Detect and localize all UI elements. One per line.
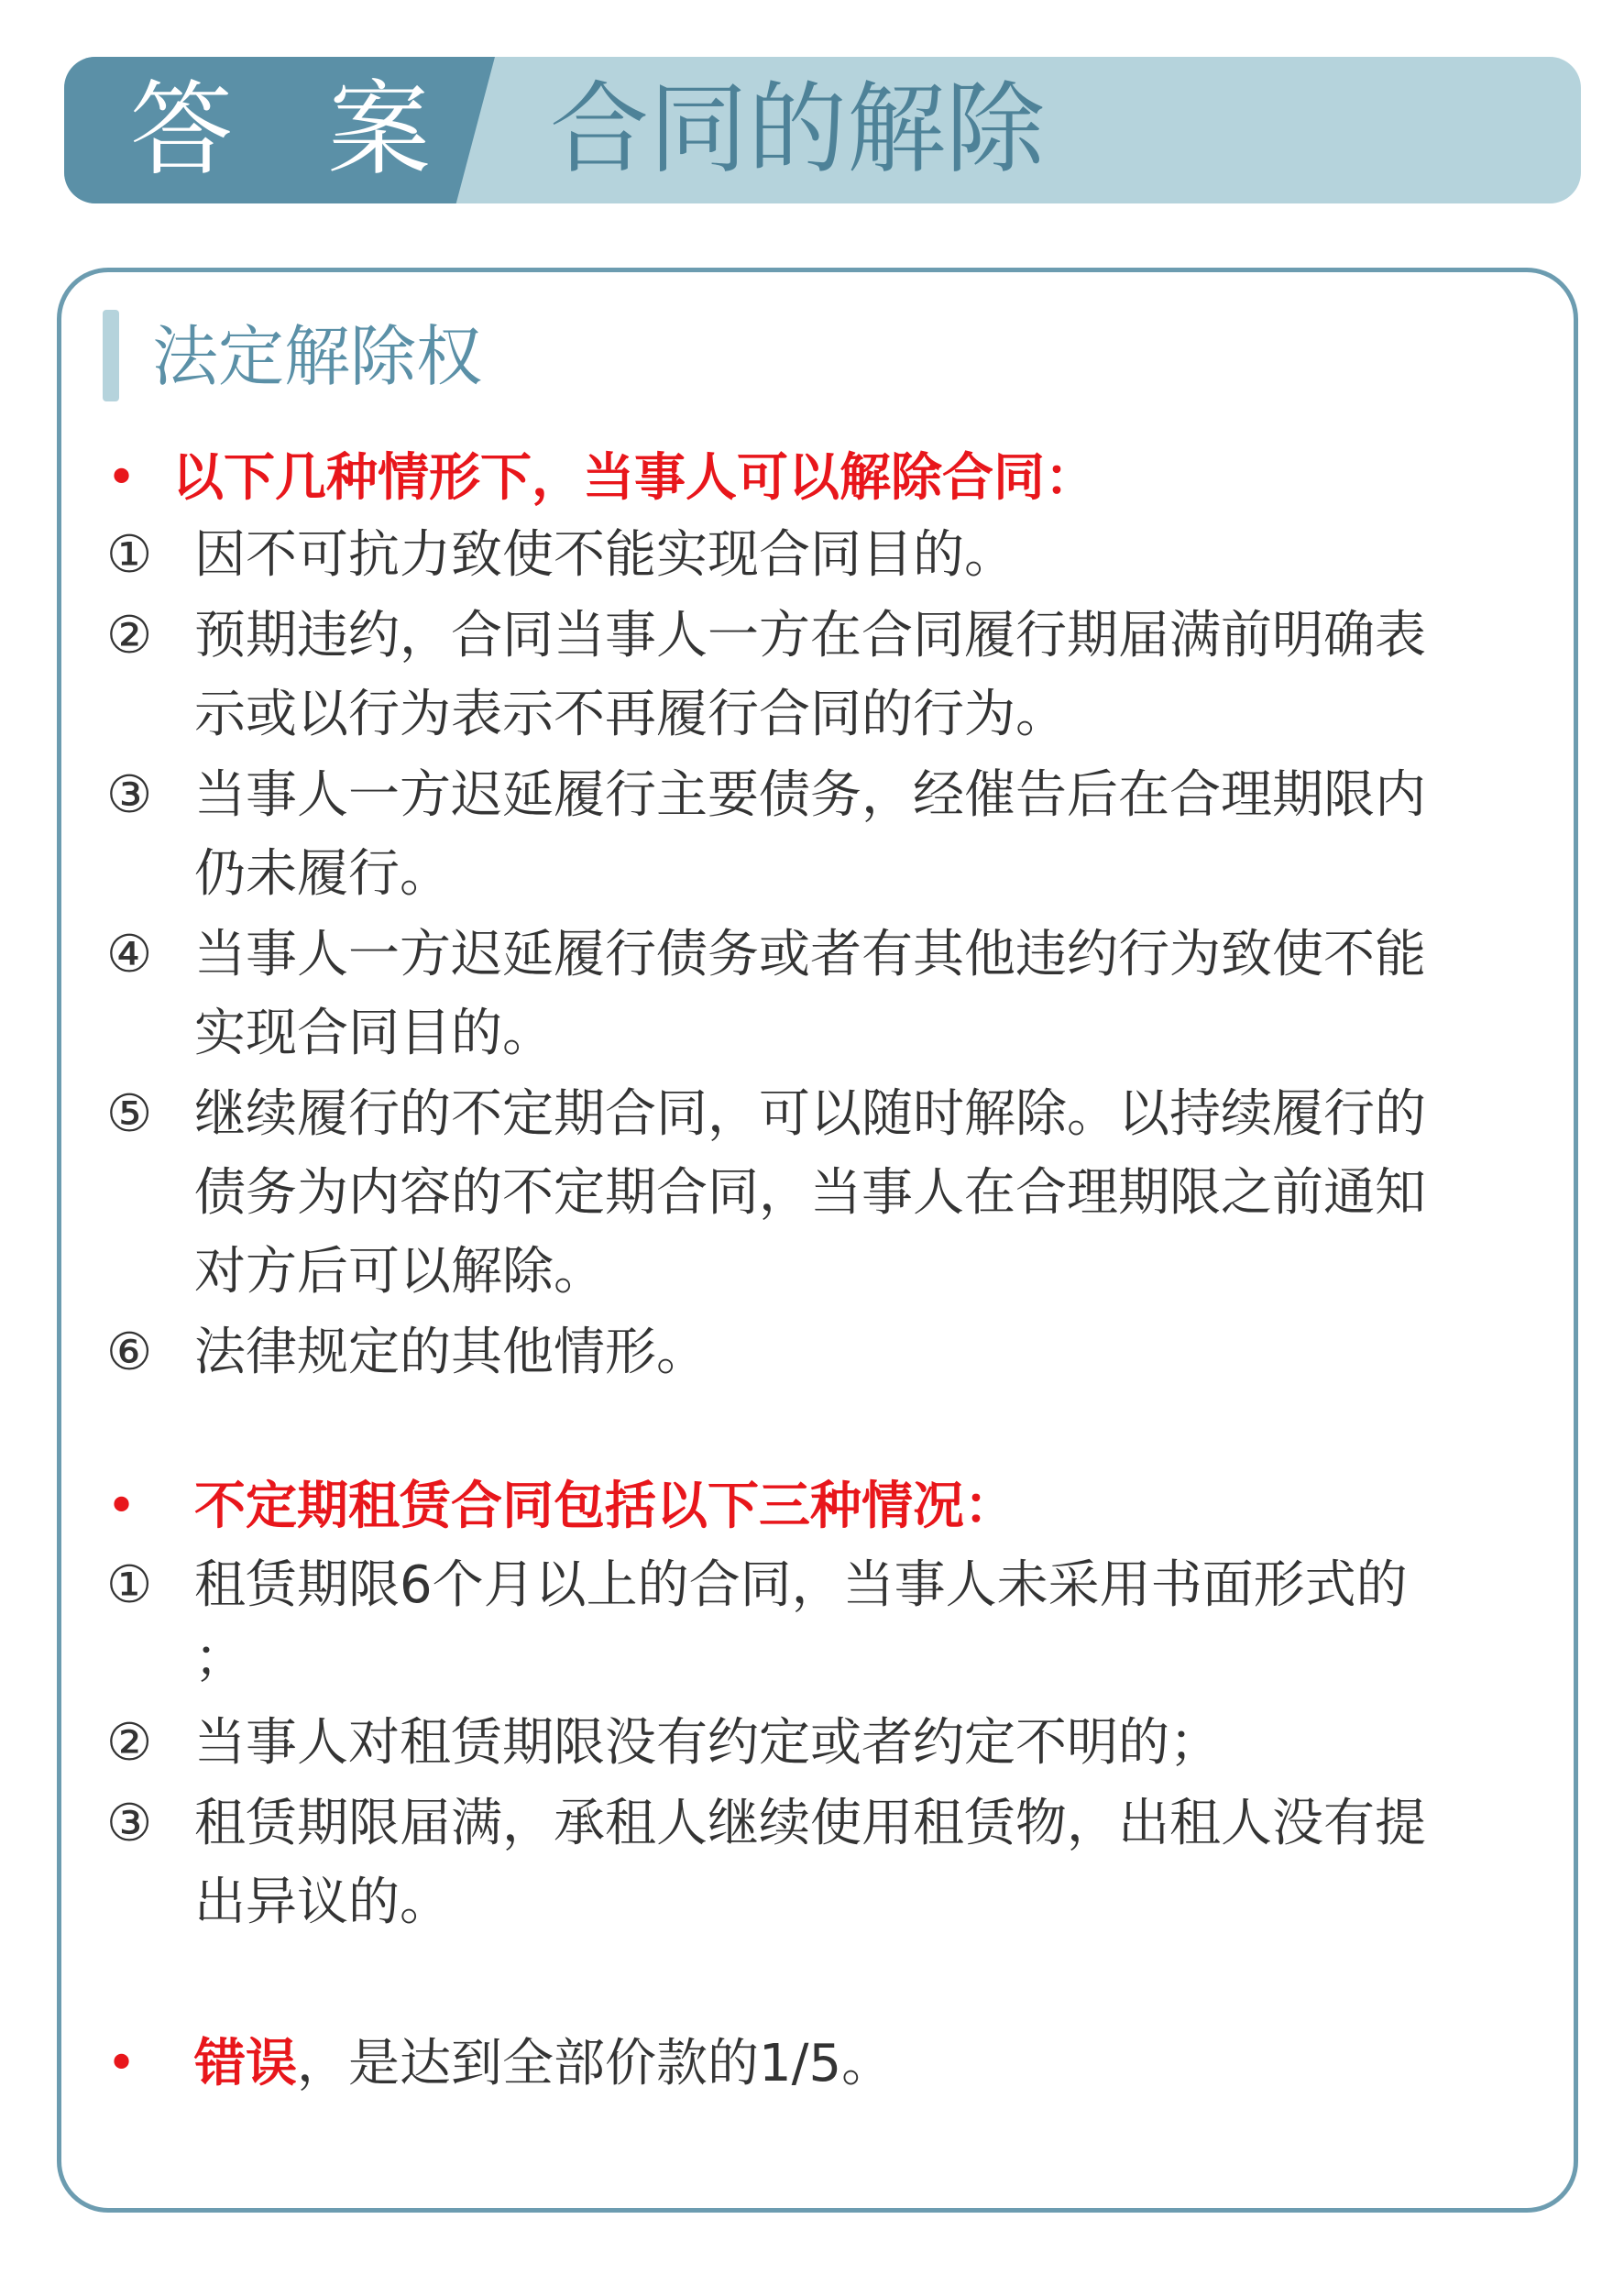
item-marker: ② (106, 606, 153, 665)
list-item-line: 债务为内容的不定期合同，当事人在合理期限之前通知 (194, 1163, 1426, 1223)
answer-line (194, 2027, 893, 2101)
section-accent-bar (103, 310, 119, 401)
banner-label: 答 案 (130, 71, 462, 190)
list-item-line: 仍未履行。 (194, 844, 451, 904)
list-item-line: 租赁期限6个月以上的合同，当事人未采用书面形式的 (194, 1555, 1408, 1615)
answer-rest: ，是达到全部价款的1/5。 (297, 2034, 894, 2093)
list-item-line: 当事人一方迟延履行主要债务，经催告后在合理期限内 (194, 765, 1426, 825)
list-item-line: 示或以行为表示不再履行合同的行为。 (194, 685, 1067, 744)
list-item-line: 因不可抗力致使不能实现合同目的。 (194, 525, 1015, 585)
list-item-line: 法律规定的其他情形。 (194, 1323, 708, 1382)
list-item-line: 租赁期限届满，承租人继续使用租赁物，出租人没有提 (194, 1794, 1426, 1853)
group-heading-legal-termination: 以下几种情形下，当事人可以解除合同： (172, 448, 1096, 508)
item-marker: ③ (106, 1794, 153, 1853)
item-marker: ④ (106, 925, 153, 984)
bullet-icon: • (106, 448, 137, 508)
header-banner (64, 57, 1581, 203)
item-marker: ⑤ (106, 1084, 153, 1144)
bullet-icon: • (106, 2034, 137, 2093)
list-item-line: 实现合同目的。 (194, 1004, 554, 1063)
list-item-line: 预期违约，合同当事人一方在合同履行期届满前明确表 (194, 606, 1426, 665)
item-marker: ① (106, 1555, 153, 1615)
group-heading-indefinite-lease: 不定期租赁合同包括以下三种情况： (194, 1477, 1015, 1536)
item-marker: ⑥ (106, 1323, 153, 1382)
list-item-line: 当事人一方迟延履行债务或者有其他违约行为致使不能 (194, 925, 1426, 984)
list-item-line: 对方后可以解除。 (194, 1242, 605, 1302)
item-marker: ② (106, 1713, 153, 1773)
page-title: 合同的解除 (550, 72, 1046, 187)
item-marker: ③ (106, 765, 153, 825)
list-item-line: 继续履行的不定期合同，可以随时解除。以持续履行的 (194, 1084, 1426, 1144)
list-item-line: 出异议的。 (194, 1873, 451, 1932)
answer-emphasis: 错误 (194, 2034, 297, 2093)
list-item-line: 当事人对租赁期限没有约定或者约定不明的； (194, 1713, 1221, 1773)
bullet-icon: • (106, 1477, 137, 1536)
list-item-line: ； (194, 1629, 246, 1688)
item-marker: ① (106, 525, 153, 585)
section-title: 法定解除权 (152, 318, 483, 395)
